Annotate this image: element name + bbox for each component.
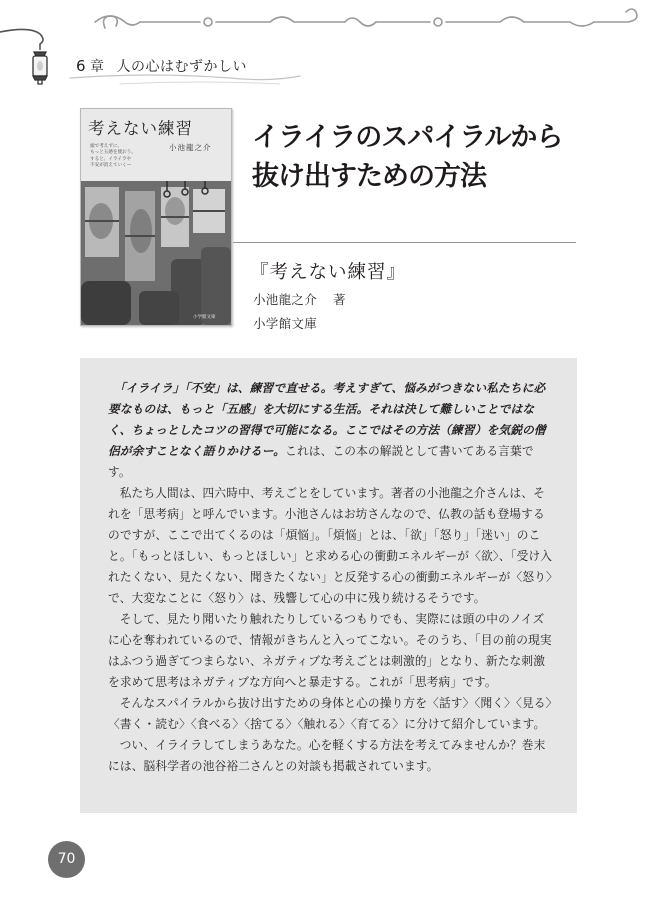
cover-train-photo: [81, 181, 231, 325]
chapter-word: 章: [90, 59, 105, 75]
article-paragraph: つい、イライラしてしまうあなた。心を軽くする方法を考えてみませんか？巻末には、脳科学者の池谷裕二さんとの対談も掲載されています。: [108, 738, 546, 773]
author-name: 小池龍之介: [253, 292, 318, 307]
cover-blurb-line: 不安が消えていく—: [90, 162, 132, 168]
article-body: [108, 378, 553, 777]
cover-publisher: 小学館文庫: [193, 315, 216, 320]
book-cover-image: [80, 108, 232, 326]
header-ornament: [0, 0, 651, 95]
cover-blurb-line: 頭で考えずに、: [90, 144, 123, 149]
publisher-name: 小学館文庫: [253, 316, 318, 331]
book-title: 『考えない練習』: [250, 262, 407, 283]
headline-line-1: イライラのスパイラルから: [252, 122, 563, 153]
headline-divider: [233, 242, 576, 243]
cover-blurb-line: もっと五感を使おう。: [90, 150, 136, 156]
author-role: 著: [333, 292, 346, 307]
article-lead-rest: これは、この本の解説として書いてある言葉です。: [108, 444, 534, 479]
cover-blurb-line: すると、イライラや: [90, 156, 132, 162]
article-lead-bold: 「イライラ」「不安」は、練習で直せる。考えすぎて、悩みがつきない私たちに必要なものは、もっと「五感」を大切にする生活。それは決して難しいことではなく、ちょっとしたコツの習得で可能になる。ここではその方法（練習）を気鋭の僧侶が余すことなく語りかけるー。: [108, 381, 546, 458]
lantern-icon: [33, 44, 47, 84]
cover-author: 小池龍之介: [169, 143, 212, 152]
cover-title: 考えない練習: [88, 119, 193, 138]
chapter-title: 人の心はむずかしい: [116, 59, 248, 75]
article-paragraph: そして、見たり聞いたり触れたりしているつもりでも、実際には頭の中のノイズに心を奪われているので、情報がきちんと入ってこない。そのうち、「目の前の現実はふつう過ぎてつまらない、ネガティブな考えごとは刺激的」となり、新たな刺激を求めて思考はネガティブな方向へと暴走する。これが「思考病」です。: [108, 612, 552, 689]
article-paragraph: [108, 378, 553, 483]
chapter-number: 6: [76, 57, 87, 75]
article-headline: [252, 118, 562, 196]
article-paragraph: そんなスパイラルから抜け出すための身体と心の操り方を〈話す〉〈聞く〉〈見る〉〈書く・読む〉〈食べる〉〈捨てる〉〈触れる〉〈育てる〉に分けて紹介しています。: [108, 696, 552, 731]
page-number: 70: [48, 841, 85, 878]
chapter-label: [76, 56, 247, 76]
headline-line-2: 抜け出すための方法: [252, 161, 486, 192]
article-paragraph: 私たち人間は、四六時中、考えごとをしています。著者の小池龍之介さんは、それを「思考病」と呼んでいます。小池さんはお坊さんなので、仏教の話も登場するのですが、ここで出てくるのは「煩悩」。「煩悩」とは、「欲」「怒り」「迷い」のこと。「もっとほしい、もっとほしい」と求める心の衝動エネルギーが〈欲〉、「受け入れたくない、見たくない、聞きたくない」と反発する心の衝動エネルギーが〈怒り〉で、大変なことに〈怒り〉は、残響して心の中に残り続けるそうです。: [108, 486, 553, 605]
author-line: [253, 290, 346, 308]
cover-blurb: [90, 144, 160, 169]
